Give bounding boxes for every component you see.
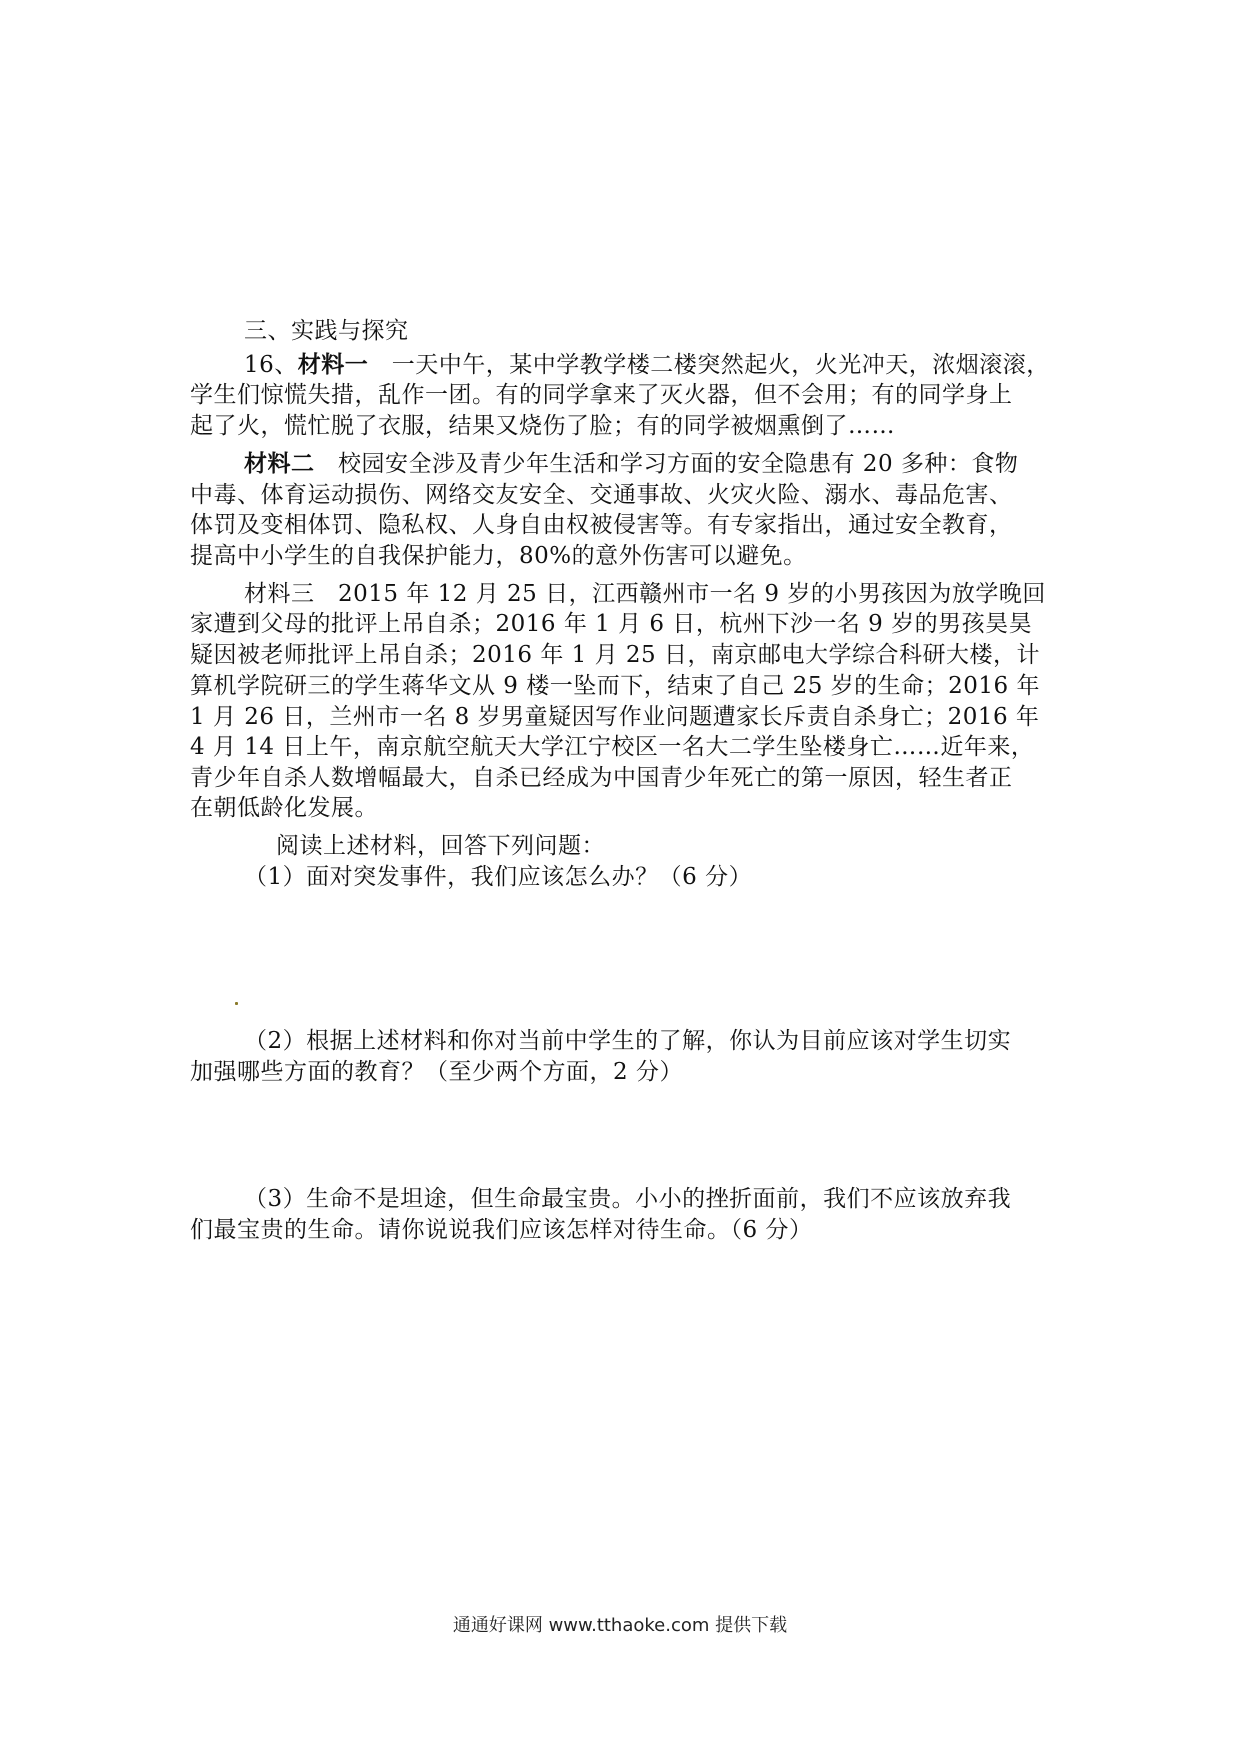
material2-text-1: 校园安全涉及青少年生活和学习方面的安全隐患有 20 多种：食物 [314, 451, 1019, 477]
material3-line-2: 家遭到父母的批评上吊自杀；2016 年 1 月 6 日，杭州下沙一名 9 岁的男孩昊昊 [190, 611, 1033, 637]
material3-line-4: 算机学院研三的学生蒋华文从 9 楼一坠而下，结束了自己 25 岁的生命；2016 年 [190, 673, 1040, 699]
instruction: 阅读上述材料，回答下列问题： [276, 833, 605, 859]
sub-question-2-line-1: （2）根据上述材料和你对当前中学生的了解，你认为目前应该对学生切实 [244, 1028, 1012, 1054]
material2-line-2: 中毒、体育运动损伤、网络交友安全、交通事故、火灾火险、溺水、毒品危害、 [190, 482, 1013, 508]
material3-line-6: 4 月 14 日上午，南京航空航天大学江宁校区一名大二学生坠楼身亡……近年来， [190, 734, 1035, 760]
question-number: 16、 [244, 352, 298, 378]
sub-question-3-line-2: 们最宝贵的生命。请你说说我们应该怎样对待生命。（6 分） [190, 1217, 813, 1243]
sub-question-3-line-1: （3）生命不是坦途，但生命最宝贵。小小的挫折面前，我们不应该放弃我 [244, 1186, 1012, 1212]
material2-label: 材料二 [244, 450, 315, 477]
material2-line-1 [244, 449, 1018, 479]
material3-line-1: 材料三 2015 年 12 月 25 日，江西赣州市一名 9 岁的小男孩因为放学晚回 [244, 581, 1046, 607]
material3-line-5: 1 月 26 日，兰州市一名 8 岁男童疑因写作业问题遭家长斥责自杀身亡；2016 年 [190, 704, 1040, 730]
stray-mark [235, 1002, 238, 1005]
material3-line-8: 在朝低龄化发展。 [190, 795, 378, 821]
material2-line-3: 体罚及变相体罚、隐私权、人身自由权被侵害等。有专家指出，通过安全教育， [190, 512, 1013, 538]
material1-line-3: 起了火，慌忙脱了衣服，结果又烧伤了脸；有的同学被烟熏倒了…… [190, 413, 895, 439]
material3-line-7: 青少年自杀人数增幅最大，自杀已经成为中国青少年死亡的第一原因，轻生者正 [190, 765, 1013, 791]
sub-question-1: （1）面对突发事件，我们应该怎么办？（6 分） [244, 864, 753, 890]
material3-line-3: 疑因被老师批评上吊自杀；2016 年 1 月 25 日，南京邮电大学综合科研大楼，计 [190, 642, 1040, 668]
material1-line-1 [244, 350, 1050, 380]
section-heading: 三、实践与探究 [244, 318, 409, 344]
material2-line-4: 提高中小学生的自我保护能力，80%的意外伤害可以避免。 [190, 543, 807, 569]
material1-label: 材料一 [297, 351, 369, 378]
material1-text-1: 一天中午，某中学教学楼二楼突然起火，火光冲天，浓烟滚滚， [368, 352, 1050, 378]
material1-line-2: 学生们惊慌失措，乱作一团。有的同学拿来了灭火器，但不会用；有的同学身上 [190, 382, 1013, 408]
sub-question-2-line-2: 加强哪些方面的教育？（至少两个方面，2 分） [190, 1059, 683, 1085]
footer-watermark: 通通好课网 www.tthaoke.com 提供下载 [452, 1615, 788, 1636]
